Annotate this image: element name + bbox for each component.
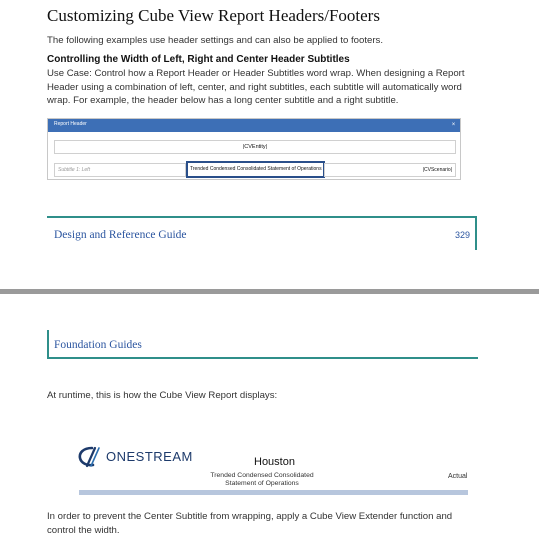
section-subheading: Controlling the Width of Left, Right and Center Header Subtitles bbox=[47, 54, 350, 65]
use-case-paragraph: Use Case: Control how a Report Header or Header Subtitles word wrap. When designing a Report Header using a combination of left, center, and right subtitles, each subtitle will automatically word wrap. For example, the header below has a long center subtitle and a right subtitle. bbox=[47, 68, 465, 106]
report-subtitle: Trended Condensed Consolidated Statement of Operations bbox=[210, 472, 314, 487]
close-icon[interactable]: × bbox=[451, 122, 456, 128]
onestream-logo-text: ONESTREAM bbox=[106, 449, 193, 464]
onestream-logo-icon bbox=[78, 446, 104, 468]
center-title-value: |CVEntity| bbox=[242, 144, 268, 150]
footer-guide-title: Design and Reference Guide bbox=[54, 229, 187, 241]
subtitle-left-value: Subtitle 1: Left bbox=[58, 167, 90, 173]
runtime-paragraph: At runtime, this is how the Cube View Report displays: bbox=[47, 390, 278, 401]
footer-page-number: 329 bbox=[455, 230, 471, 240]
subtitle-center-value: Trended Condensed Consolidated Statement of Operations bbox=[190, 166, 322, 172]
subtitle-right-value: |CVScenario| bbox=[422, 167, 452, 173]
page-heading: Customizing Cube View Report Headers/Footers bbox=[47, 6, 380, 25]
report-scenario: Actual bbox=[448, 473, 468, 480]
dialog-title: Report Header bbox=[54, 121, 87, 127]
report-entity: Houston bbox=[254, 456, 295, 468]
intro-paragraph: The following examples use header settings and can also be applied to footers. bbox=[47, 35, 383, 46]
report-header-band bbox=[79, 490, 468, 495]
closing-paragraph: In order to prevent the Center Subtitle from wrapping, apply a Cube View Extender function and control the width. bbox=[47, 511, 453, 536]
header-guide-title: Foundation Guides bbox=[54, 339, 142, 351]
